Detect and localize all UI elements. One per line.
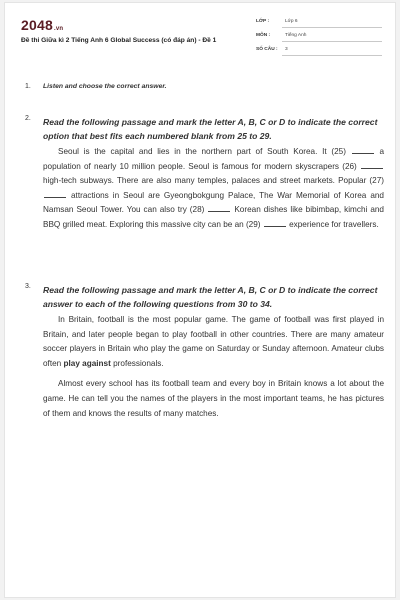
document-page — [4, 2, 396, 598]
passage-text: Korean dishes like bibimbap, kimchi and BBQ grilled meat. Exploring this massive city can be an (29) — [43, 205, 384, 229]
question-instruction: Listen and choose the correct answer. — [43, 83, 167, 90]
meta-underline — [282, 55, 382, 56]
meta-label: SỐ CÂU : — [256, 47, 278, 52]
meta-underline — [282, 27, 382, 28]
meta-class — [256, 17, 382, 30]
passage-paragraph-2: Almost every school has its football team and every boy in Britain knows a lot about the game. He can tell you the names of the players in the most important teams, he has pictures of them and knows the results of many matches. — [43, 379, 384, 418]
question-number: 2. — [25, 115, 31, 122]
logo-suffix: .vn — [53, 26, 64, 32]
meta-subject — [256, 31, 382, 44]
question-instruction: Read the following passage and mark the letter A, B, C or D to indicate the correct option that best fits each numbered blank from 25 to 29. — [43, 117, 378, 142]
meta-question-count — [256, 45, 382, 58]
meta-value: 3 — [285, 47, 288, 52]
meta-underline — [282, 41, 382, 42]
emphasized-phrase: play against — [63, 358, 111, 368]
passage-text: attractions in Seoul are Gyeongbokgung Palace, The War Memorial of Korea and Namsan Seoul Tower. You can also try (28) — [43, 190, 384, 215]
passage-text: experience for travellers. — [289, 219, 379, 229]
answer-blank-29[interactable] — [264, 219, 286, 227]
meta-label: LỚP : — [256, 19, 270, 24]
document-header — [5, 3, 395, 67]
question-number: 1. — [25, 83, 31, 90]
meta-value: Tiếng Anh — [285, 33, 307, 38]
reading-passage — [43, 313, 384, 421]
passage-text: high-tech subways. There are also many temples, palaces and street markets. Popular (27) — [43, 176, 384, 186]
meta-value: Lớp 6 — [285, 19, 298, 24]
question-number: 3. — [25, 283, 31, 290]
reading-passage — [43, 145, 384, 233]
passage-text: Seoul is the capital and lies in the northern part of South Korea. It (25) — [58, 147, 346, 156]
meta-label: MÔN : — [256, 33, 271, 38]
answer-blank-26[interactable] — [361, 161, 383, 169]
passage-text: a population of nearly 10 million people. Seoul is famous for modern skyscrapers (26) — [43, 147, 385, 171]
answer-blank-25[interactable] — [352, 146, 374, 154]
document-title: Đề thi Giữa kì 2 Tiếng Anh 6 Global Success (có đáp án) - Đề 1 — [21, 37, 217, 44]
site-logo[interactable] — [21, 17, 63, 33]
logo-main: 2048 — [21, 17, 53, 33]
question-instruction: Read the following passage and mark the letter A, B, C or D to indicate the correct answer to each of the following questions from 30 to 34. — [43, 285, 378, 310]
passage-text: In Britain, football is the most popular game. The game of football was first played in Britain, and later people began to play football in other countries. There are many amateur soccer players in Britain who play the game on Saturday or Sunday afternoon. Amateur clubs often — [43, 315, 384, 368]
answer-blank-27[interactable] — [44, 190, 66, 198]
answer-blank-28[interactable] — [208, 204, 230, 212]
passage-text: professionals. — [113, 358, 164, 368]
